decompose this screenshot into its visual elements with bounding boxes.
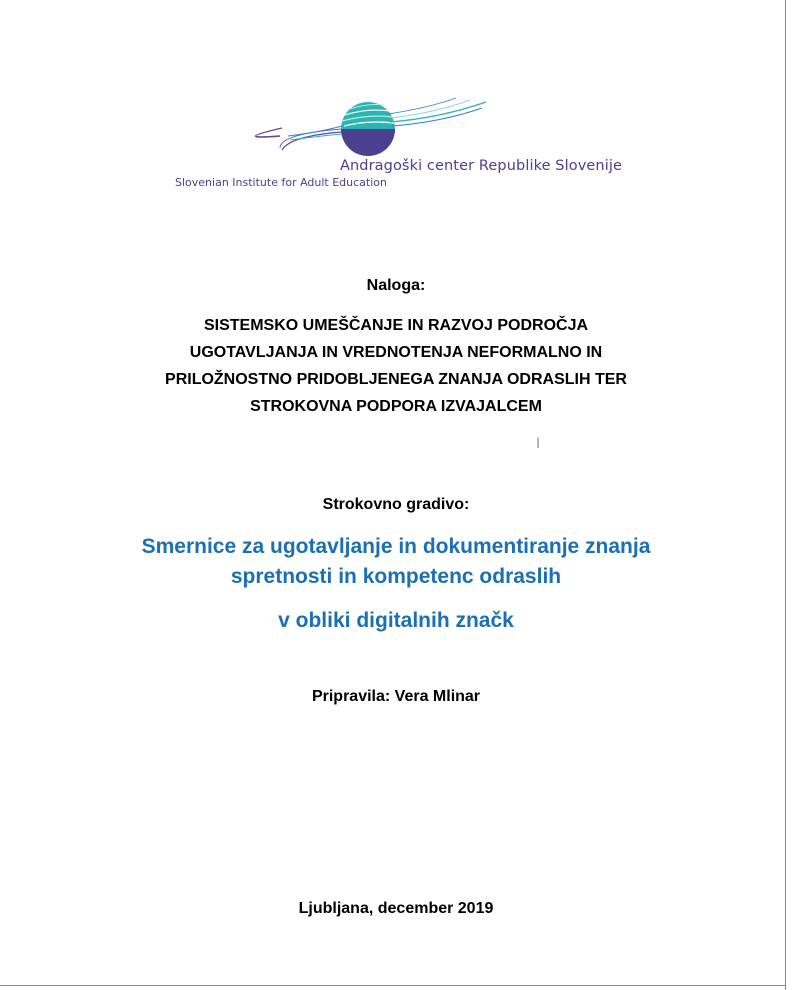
place-date: Ljubljana, december 2019 (298, 900, 494, 917)
task-title-line: PRILOŽNOSTNO PRIDOBLJENEGA ZNANJA ODRASLIH TER (165, 371, 627, 388)
task-title-line: UGOTAVLJANJA IN VREDNOTENJA NEFORMALNO IN (189, 344, 603, 361)
institute-subtitle: Slovenian Institute for Adult Education (175, 176, 387, 189)
institute-logo (170, 96, 640, 196)
logo-wave-icon (170, 96, 500, 158)
prepared-by: Pripravila: Vera Mlinar (311, 688, 481, 705)
guideline-title-line: v obliki digitalnih značk (278, 609, 514, 632)
page-edge-right (785, 0, 786, 990)
guideline-title-line: Smernice za ugotavljanje in dokumentiranje znanja (141, 535, 651, 558)
text-cursor-icon: I (536, 436, 541, 452)
institute-name: Andragoški center Republike Slovenije (340, 158, 622, 174)
material-label: Strokovno gradivo: (322, 496, 470, 513)
task-title (0, 312, 792, 420)
guideline-title (0, 532, 792, 636)
task-title-line: SISTEMSKO UMEŠČANJE IN RAZVOJ PODROČJA (203, 317, 589, 334)
task-title-line: STROKOVNA PODPORA IZVAJALCEM (250, 398, 542, 415)
guideline-title-line: spretnosti in kompetenc odraslih (230, 565, 562, 588)
page-edge-bottom (0, 985, 786, 986)
task-label: Naloga: (366, 277, 426, 294)
